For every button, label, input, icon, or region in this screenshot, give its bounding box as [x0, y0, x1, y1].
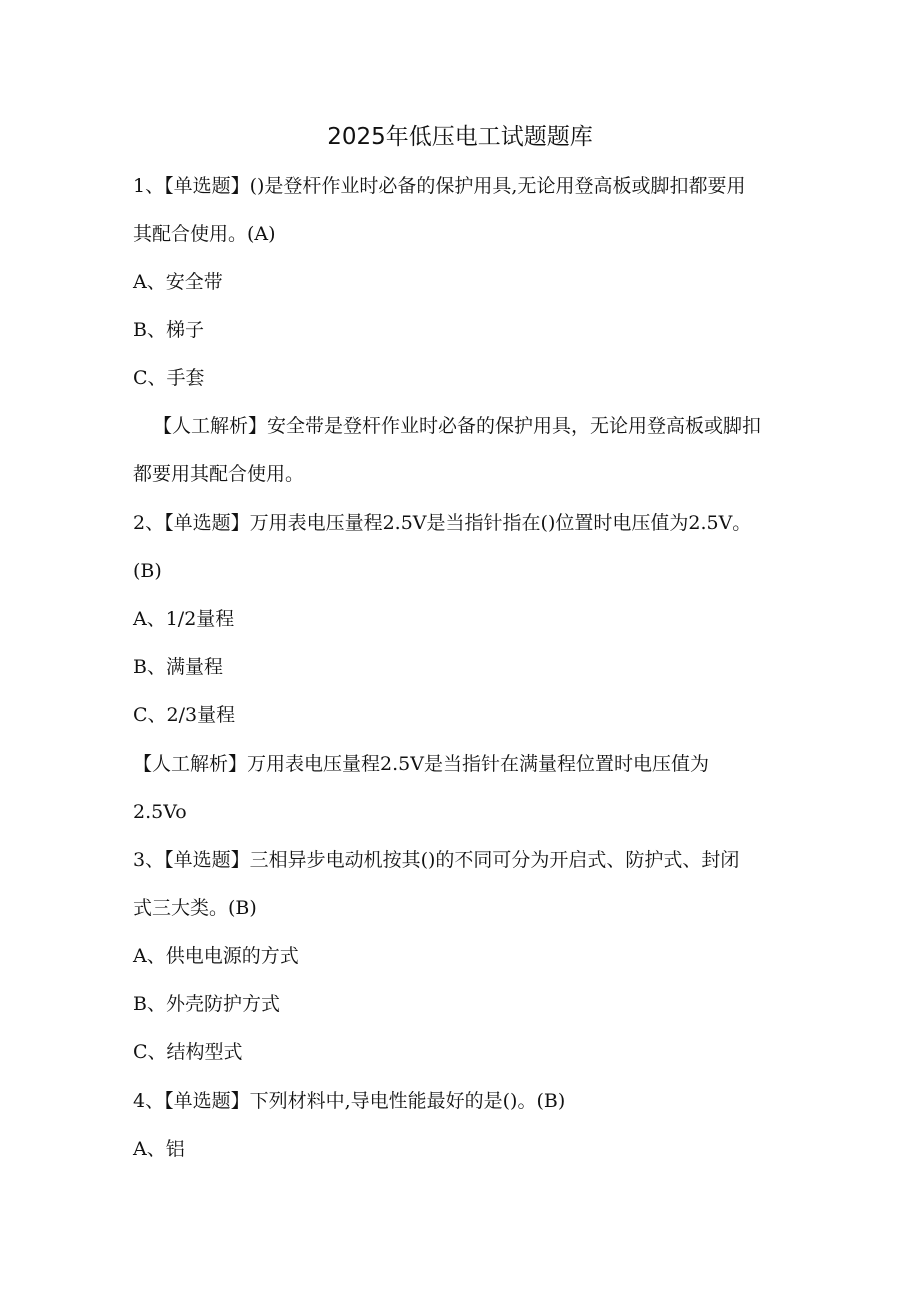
- question-2-option-b: B、满量程: [133, 656, 223, 678]
- question-4-stem: 4、【单选题】下列材料中,导电性能最好的是()。(B): [133, 1090, 566, 1112]
- question-3-option-a: A、供电电源的方式: [133, 945, 299, 967]
- question-1-option-c: C、手套: [133, 367, 205, 389]
- question-3-stem-continued: 式三大类。(B): [133, 897, 257, 919]
- question-3-option-c: C、结构型式: [133, 1041, 243, 1063]
- question-2-analysis: 【人工解析】万用表电压量程2.5V是当指针在满量程位置时电压值为: [133, 753, 709, 775]
- question-1-option-b: B、梯子: [133, 319, 204, 341]
- question-2-answer: (B): [133, 560, 162, 582]
- question-1-option-a: A、安全带: [133, 271, 223, 293]
- question-2-option-a: A、1/2量程: [133, 608, 235, 630]
- question-3-option-b: B、外壳防护方式: [133, 993, 280, 1015]
- question-2-analysis-continued: 2.5Vo: [133, 801, 187, 823]
- question-2-option-c: C、2/3量程: [133, 704, 236, 726]
- question-3-stem: 3、【单选题】三相异步电动机按其()的不同可分为开启式、防护式、封闭: [133, 849, 740, 871]
- question-1-analysis-continued: 都要用其配合使用。: [133, 463, 305, 485]
- question-1-analysis: 【人工解析】安全带是登杆作业时必备的保护用具，无论用登高板或脚扣: [153, 415, 762, 437]
- question-1-stem-continued: 其配合使用。(A): [133, 223, 276, 245]
- question-2-stem: 2、【单选题】万用表电压量程2.5V是当指针指在()位置时电压值为2.5V。: [133, 512, 752, 534]
- document-title: 2025年低压电工试题题库: [327, 124, 593, 150]
- question-1-stem: 1、【单选题】()是登杆作业时必备的保护用具,无论用登高板或脚扣都要用: [133, 175, 746, 197]
- question-4-option-a: A、铝: [133, 1138, 185, 1160]
